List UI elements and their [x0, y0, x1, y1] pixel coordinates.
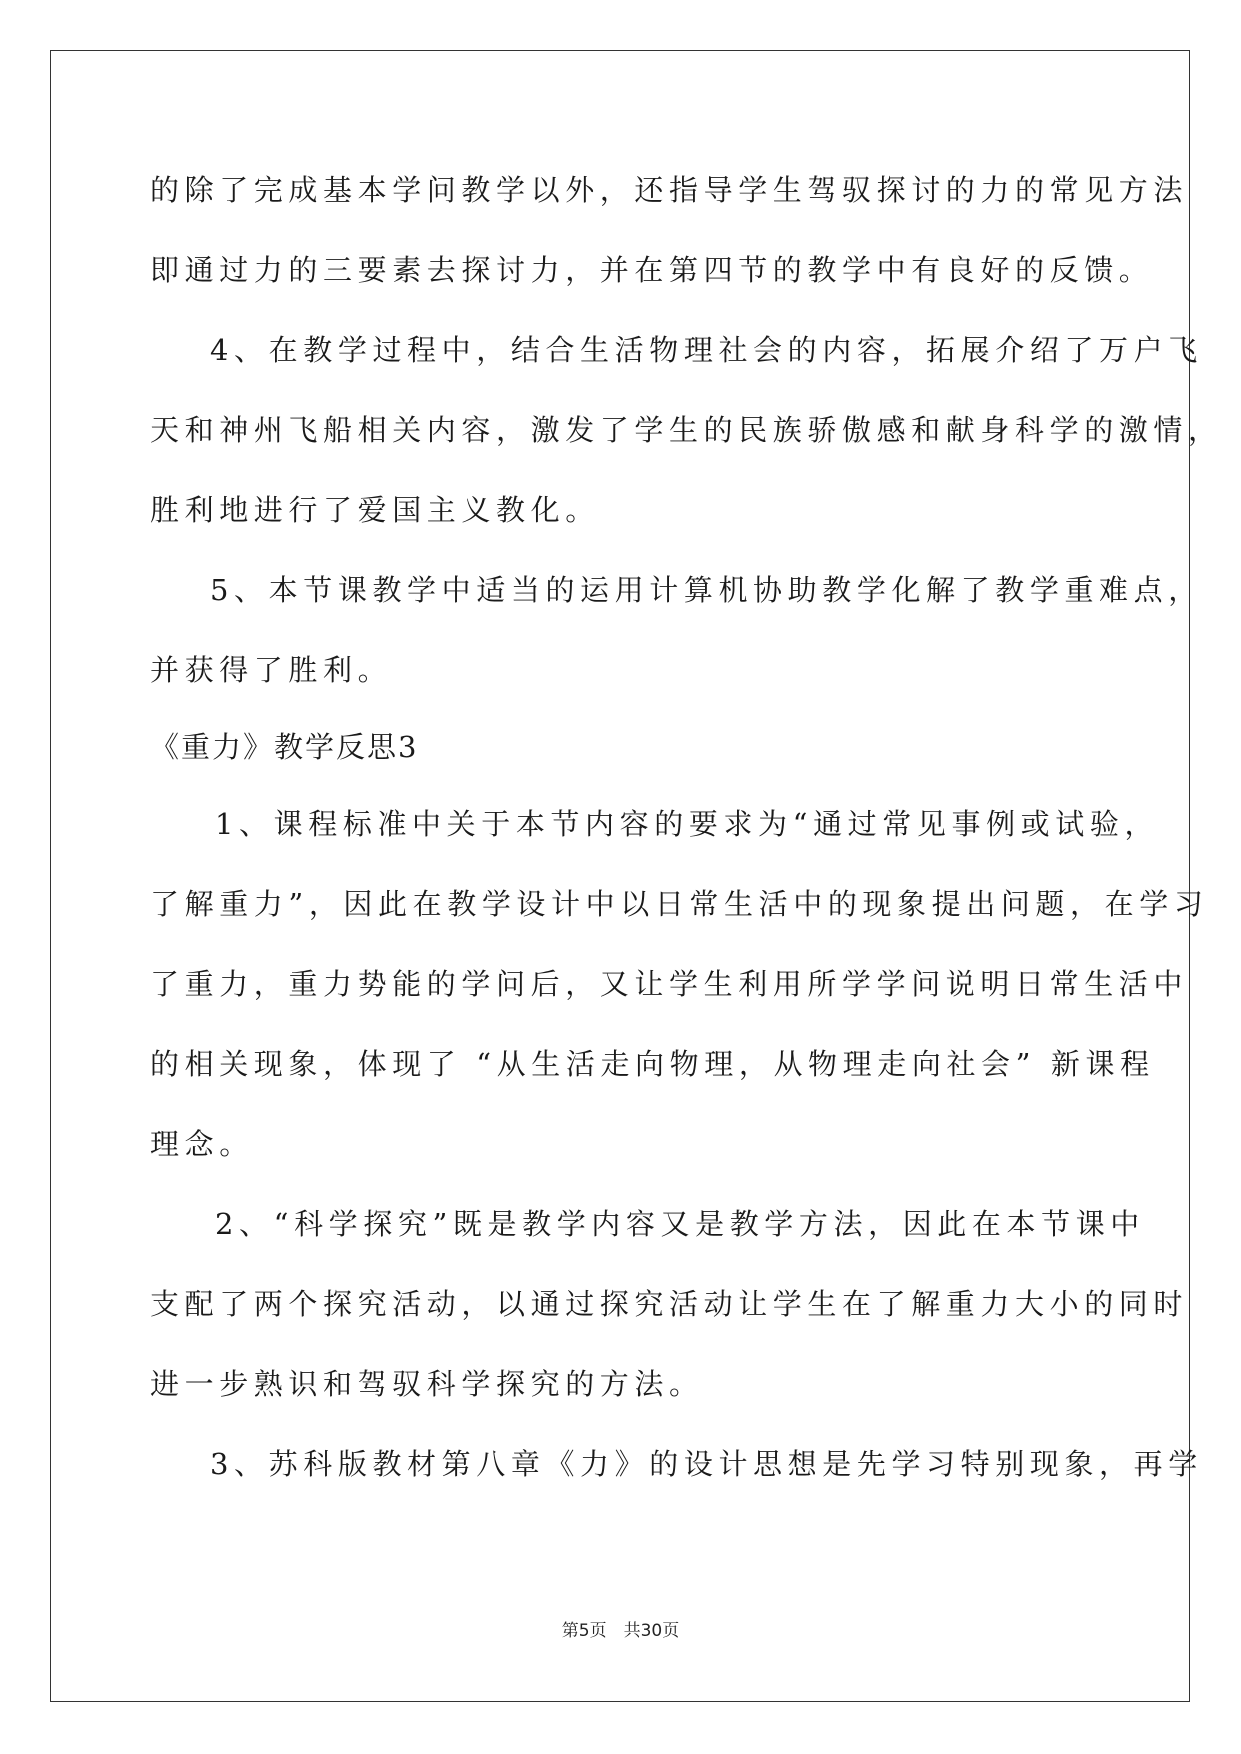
paragraph-line: 3、苏科版教材第八章《力》的设计思想是先学习特别现象，再学	[210, 1447, 1203, 1481]
paragraph-line: 的除了完成基本学问教学以外，还指导学生驾驭探讨的力的常见方法	[150, 173, 1189, 207]
paragraph-line: 胜利地进行了爱国主义教化。	[150, 493, 600, 527]
paragraph-line: 4、在教学过程中，结合生活物理社会的内容，拓展介绍了万户飞	[210, 333, 1203, 367]
section-heading: 《重力》教学反思3	[150, 730, 419, 764]
paragraph-line: 理念。	[150, 1127, 254, 1161]
paragraph-line: 支配了两个探究活动，以通过探究活动让学生在了解重力大小的同时	[150, 1287, 1189, 1321]
page-number-footer: 第5页 共30页	[561, 1621, 680, 1641]
paragraph-line: 天和神州飞船相关内容，激发了学生的民族骄傲感和献身科学的激情，	[150, 413, 1223, 447]
paragraph-line: 2、“科学探究”既是教学内容又是教学方法，因此在本节课中	[215, 1207, 1145, 1241]
paragraph-line: 5、本节课教学中适当的运用计算机协助教学化解了教学重难点，	[210, 573, 1203, 607]
paragraph-line: 即通过力的三要素去探讨力，并在第四节的教学中有良好的反馈。	[150, 253, 1154, 287]
paragraph-line: 1、课程标准中关于本节内容的要求为“通过常见事例或试验，	[215, 807, 1160, 841]
paragraph-line: 了重力，重力势能的学问后，又让学生利用所学学问说明日常生活中	[150, 967, 1189, 1001]
paragraph-line: 了解重力”，因此在教学设计中以日常生活中的现象提出问题，在学习	[150, 887, 1209, 921]
paragraph-line: 并获得了胜利。	[150, 653, 393, 687]
paragraph-line: 的相关现象，体现了 “从生活走向物理，从物理走向社会” 新课程	[150, 1047, 1155, 1081]
paragraph-line: 进一步熟识和驾驭科学探究的方法。	[150, 1367, 704, 1401]
